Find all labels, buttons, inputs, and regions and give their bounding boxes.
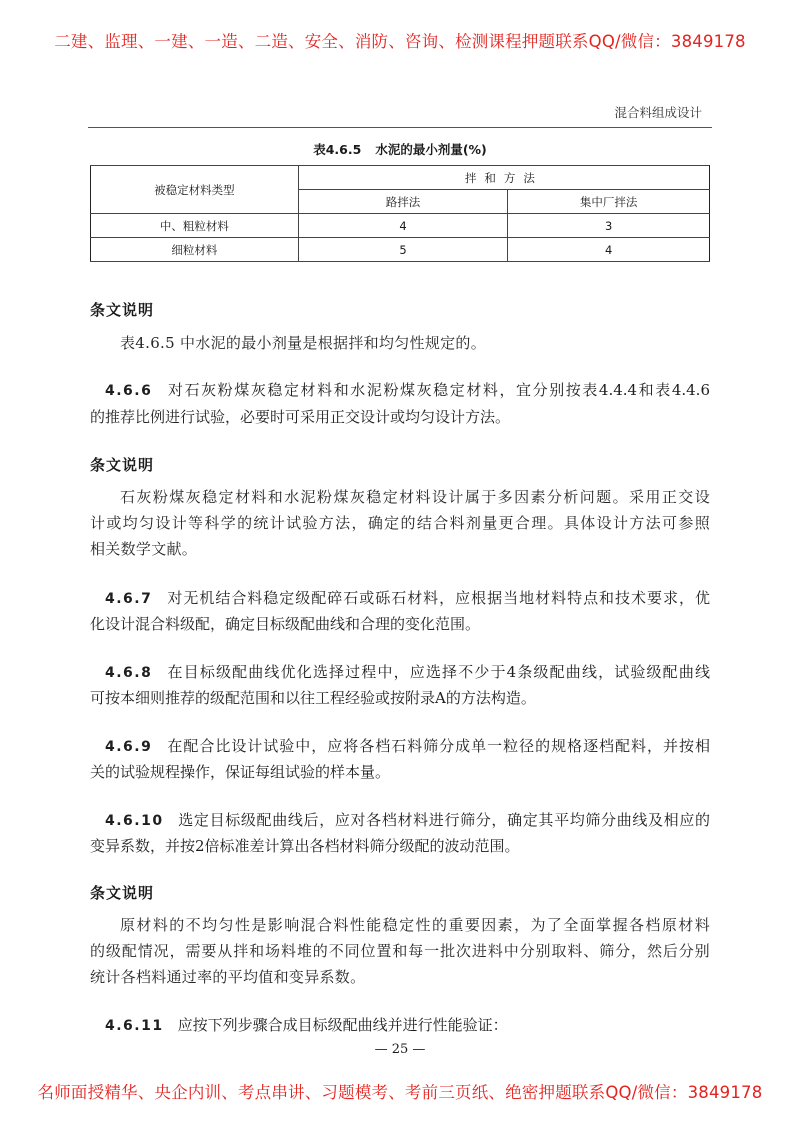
table-row [91,238,710,262]
clause-4-6-8-line-1 [105,662,710,683]
table-caption-title: 水泥的最小剂量(%) [375,142,487,157]
row-value-road-mix: 4 [298,214,508,238]
header-material: 被稳定材料类型 [91,166,299,214]
clause-4-6-6-line-1 [105,380,710,401]
note-heading: 条文说明 [90,456,155,474]
clause-4-6-6-line-2: 的推荐比例进行试验，必要时可采用正交设计或均匀设计方法。 [90,408,511,426]
header-plant-mix: 集中厂拌法 [508,190,710,214]
header-rule [88,127,712,128]
clause-4-6-8-line-2: 可按本细则推荐的级配范围和以往工程经验或按附录A的方法构造。 [90,689,536,707]
note-line: 统计各档料通过率的平均值和变异系数。 [90,968,366,986]
running-header: 混合料组成设计 [614,105,702,120]
clause-text: 选定目标级配曲线后，应对各档材料进行筛分，确定其平均筛分曲线及相应的 [177,811,710,829]
row-value-road-mix: 5 [298,238,508,262]
row-material: 细粒材料 [91,238,299,262]
cement-min-dosage-table [90,165,710,262]
clause-text: 对石灰粉煤灰稳定材料和水泥粉煤灰稳定材料，宜分别按表4.4.4和表4.4.6 [166,381,710,399]
clause-number: 4.6.11 [105,1018,164,1034]
note-line: 原材料的不均匀性是影响混合料性能稳定性的重要因素，为了全面掌握各档原材料 [120,916,710,934]
table-caption-label: 表4.6.5 [313,142,362,157]
note-line: 的级配情况，需要从拌和场料堆的不同位置和每一批次进料中分别取料、筛分，然后分别 [90,942,710,960]
header-method: 拌和方法 [298,166,709,190]
clause-number: 4.6.10 [105,813,164,829]
table-row [91,214,710,238]
clause-number: 4.6.9 [105,739,153,755]
note-heading: 条文说明 [90,301,155,319]
note-heading: 条文说明 [90,884,155,902]
clause-number: 4.6.8 [105,665,153,681]
header-road-mix: 路拌法 [298,190,508,214]
clause-number: 4.6.6 [105,383,153,399]
table-header-row [91,166,710,190]
clause-4-6-7-line-1 [105,588,710,609]
clause-text: 应按下列步骤合成目标级配曲线并进行性能验证： [177,1016,508,1034]
row-value-plant-mix: 4 [508,238,710,262]
clause-4-6-9-line-1 [105,736,710,757]
clause-4-6-11-line-1 [105,1015,710,1036]
row-material: 中、粗粒材料 [91,214,299,238]
table-caption [0,141,800,159]
clause-4-6-10-line-1 [105,810,710,831]
note-line: 计或均匀设计等科学的统计试验方法，确定的结合料剂量更合理。具体设计方法可参照 [90,514,710,532]
clause-4-6-10-line-2: 变异系数，并按2倍标准差计算出各档材料筛分级配的波动范围。 [90,837,520,855]
note-line: 石灰粉煤灰稳定材料和水泥粉煤灰稳定材料设计属于多因素分析问题。采用正交设 [120,488,710,506]
note-line: 表4.6.5 中水泥的最小剂量是根据拌和均匀性规定的。 [120,334,487,352]
clause-4-6-7-line-2: 化设计混合料级配，确定目标级配曲线和合理的变化范围。 [90,615,481,633]
row-value-plant-mix: 3 [508,214,710,238]
clause-number: 4.6.7 [105,591,153,607]
top-banner: 二建、监理、一建、一造、二造、安全、消防、咨询、检测课程押题联系QQ/微信：3849178 [54,32,746,51]
clause-text: 对无机结合料稳定级配碎石或砾石材料，应根据当地材料特点和技术要求，优 [166,589,710,607]
clause-text: 在目标级配曲线优化选择过程中，应选择不少于4条级配曲线，试验级配曲线 [166,663,710,681]
note-line: 相关数学文献。 [90,540,198,558]
clause-4-6-9-line-2: 关的试验规程操作，保证每组试验的样本量。 [90,763,391,781]
clause-text: 在配合比设计试验中，应将各档石料筛分成单一粒径的规格逐档配料，并按相 [166,737,710,755]
bottom-banner: 名师面授精华、央企内训、考点串讲、习题模考、考前三页纸、绝密押题联系QQ/微信：3849178 [37,1083,763,1102]
page-number: — 25 — [374,1042,426,1057]
